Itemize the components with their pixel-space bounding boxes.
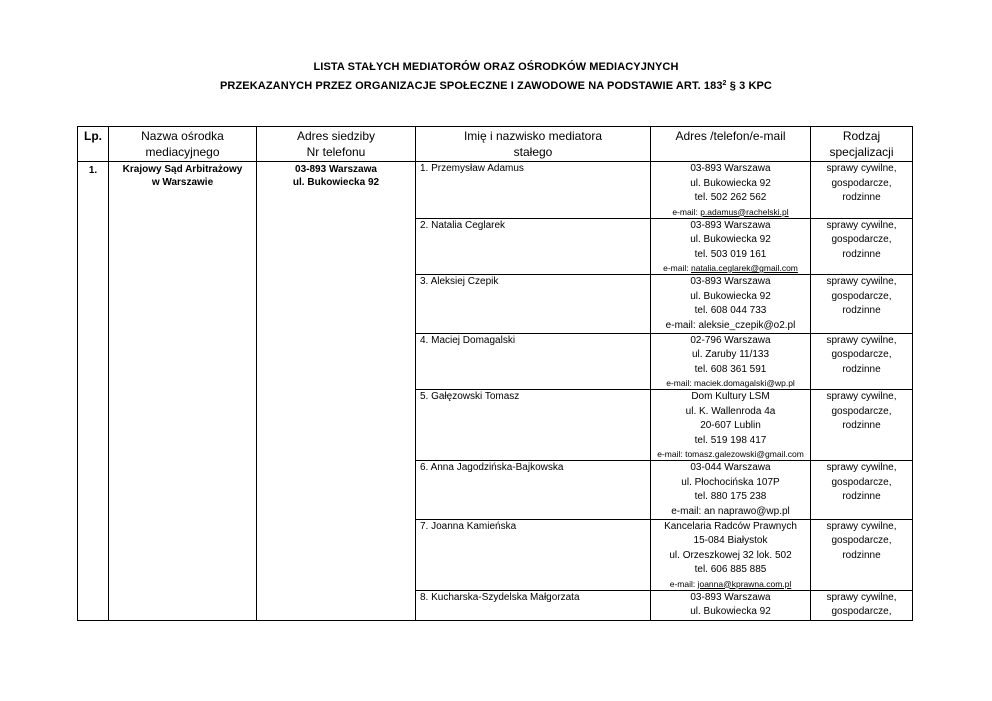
mediator-contact: [651, 461, 811, 520]
specialization-line: gospodarcze,: [831, 535, 892, 546]
contact-line: tel. 606 885 885: [694, 564, 767, 575]
mediator-contact: [651, 519, 811, 590]
contact-line: ul. K. Wallenroda 4a: [685, 405, 776, 417]
specialization-line: rodzinne: [842, 305, 881, 316]
mediator-contact: [651, 390, 811, 461]
specialization-line: rodzinne: [842, 363, 881, 375]
table-row: [78, 162, 913, 219]
mediator-specialization: [811, 461, 913, 520]
specialization-line: rodzinne: [842, 192, 881, 203]
center-address: 03-893 Warszawa ul. Bukowiecka 92: [257, 162, 416, 621]
specialization-line: rodzinne: [842, 420, 881, 431]
email-line: [651, 206, 810, 218]
contact-line: Dom Kultury LSM: [691, 391, 770, 402]
contact-line: tel. 608 361 591: [694, 363, 767, 375]
email-line: [651, 578, 810, 590]
specialization-line: gospodarcze,: [831, 290, 892, 302]
specialization-line: sprawy cywilne,: [826, 163, 897, 174]
email-line: [651, 319, 810, 333]
email-address[interactable]: natalia.ceglarek@gmail.com: [690, 263, 798, 273]
header-lp: Lp.: [78, 127, 109, 162]
row-lp: 1.: [78, 162, 109, 621]
email-address: e-mail: an naprawo@wp.pl: [671, 505, 790, 517]
contact-line: tel. 519 198 417: [694, 434, 767, 446]
specialization-line: sprawy cywilne,: [826, 520, 897, 532]
contact-line: tel. 880 175 238: [694, 491, 767, 502]
specialization-line: sprawy cywilne,: [826, 462, 897, 473]
mediator-contact: [651, 218, 811, 275]
mediator-name: 1. Przemysław Adamus: [416, 162, 651, 219]
contact-line: ul. Bukowiecka 92: [690, 234, 771, 245]
email-line: [651, 262, 810, 274]
contact-line: 03-893 Warszawa: [690, 219, 771, 231]
email-prefix: e-mail:: [672, 206, 701, 217]
mediator-contact: [651, 275, 811, 334]
email-address: e-mail: maciek.domagalski@wp.pl: [666, 378, 795, 388]
contact-line: 02-796 Warszawa: [690, 334, 771, 346]
document-title-line1: LISTA STAŁYCH MEDIATORÓW ORAZ OŚRODKÓW MEDIACYJNYCH: [313, 61, 679, 73]
specialization-line: gospodarcze,: [831, 234, 892, 245]
mediator-specialization: [811, 275, 913, 334]
contact-line: 15-084 Białystok: [693, 535, 768, 546]
specialization-line: gospodarcze,: [831, 476, 892, 488]
email-prefix: e-mail:: [669, 578, 698, 589]
table-header-row: [78, 127, 913, 162]
mediator-contact: [651, 162, 811, 219]
specialization-line: sprawy cywilne,: [826, 334, 897, 346]
contact-line: ul. Orzeszkowej 32 lok. 502: [669, 549, 792, 561]
mediator-name: 6. Anna Jagodzińska-Bajkowska: [416, 461, 651, 520]
email-address[interactable]: joanna@kprawna.com.pl: [697, 578, 792, 589]
contact-line: ul. Zaruby 11/133: [691, 349, 770, 360]
email-line: [651, 377, 810, 389]
header-specialization: Rodzaj specjalizacji: [811, 127, 913, 162]
email-address[interactable]: p.adamus@rachelski.pl: [700, 206, 789, 217]
title-line2-end: § 3 KPC: [726, 80, 772, 92]
specialization-line: gospodarcze,: [831, 606, 892, 617]
mediator-specialization: [811, 218, 913, 275]
mediator-name: 5. Gałęzowski Tomasz: [416, 390, 651, 461]
mediator-contact: [651, 333, 811, 390]
contact-line: Kancelaria Radców Prawnych: [664, 520, 797, 532]
mediator-specialization: [811, 590, 913, 620]
mediator-specialization: [811, 333, 913, 390]
email-address: e-mail: tomasz.galezowski@gmail.com: [657, 449, 804, 459]
contact-line: 03-893 Warszawa: [690, 591, 771, 603]
mediator-specialization: [811, 162, 913, 219]
contact-line: tel. 503 019 161: [694, 248, 767, 260]
contact-line: 20-607 Lublin: [700, 420, 761, 431]
contact-line: ul. Płochocińska 107P: [681, 476, 780, 488]
contact-line: tel. 608 044 733: [694, 305, 767, 316]
email-address: e-mail: aleksie_czepik@o2.pl: [665, 319, 796, 331]
header-center-name: Nazwa ośrodka mediacyjnego: [109, 127, 257, 162]
specialization-line: gospodarcze,: [831, 405, 892, 417]
specialization-line: rodzinne: [842, 248, 881, 260]
mediator-name: 7. Joanna Kamieńska: [416, 519, 651, 590]
specialization-line: sprawy cywilne,: [826, 591, 897, 603]
email-line: [651, 505, 810, 519]
email-prefix: e-mail:: [663, 263, 691, 273]
contact-line: tel. 502 262 562: [694, 192, 767, 203]
mediator-name: 4. Maciej Domagalski: [416, 333, 651, 390]
specialization-line: gospodarcze,: [831, 349, 892, 360]
specialization-line: sprawy cywilne,: [826, 219, 897, 231]
title-line2-text: PRZEKAZANYCH PRZEZ ORGANIZACJE SPOŁECZNE I ZAWODOWE NA PODSTAWIE ART. 183: [220, 80, 723, 92]
header-mediator-name: Imię i nazwisko mediatora stałego: [416, 127, 651, 162]
specialization-line: sprawy cywilne,: [826, 276, 897, 287]
mediator-name: 2. Natalia Ceglarek: [416, 218, 651, 275]
contact-line: 03-893 Warszawa: [690, 276, 771, 287]
mediator-specialization: [811, 519, 913, 590]
contact-line: ul. Bukowiecka 92: [690, 290, 771, 302]
specialization-line: sprawy cywilne,: [826, 391, 897, 402]
mediator-name: 3. Aleksiej Czepik: [416, 275, 651, 334]
specialization-line: rodzinne: [842, 549, 881, 561]
mediator-name: 8. Kucharska-Szydelska Małgorzata: [416, 590, 651, 620]
specialization-line: rodzinne: [842, 491, 881, 502]
header-center-address: Adres siedziby Nr telefonu: [257, 127, 416, 162]
mediator-contact: [651, 590, 811, 620]
contact-line: 03-044 Warszawa: [690, 462, 771, 473]
title-superscript: 2: [722, 80, 727, 87]
contact-line: 03-893 Warszawa: [690, 163, 771, 174]
contact-line: ul. Bukowiecka 92: [690, 606, 771, 617]
document-title-line2: [0, 80, 992, 92]
email-line: [651, 448, 810, 460]
header-contact: Adres /telefon/e-mail: [651, 127, 811, 162]
center-name: Krajowy Sąd Arbitrażowy w Warszawie: [109, 162, 257, 621]
specialization-line: gospodarcze,: [831, 177, 892, 189]
mediator-specialization: [811, 390, 913, 461]
contact-line: ul. Bukowiecka 92: [690, 177, 771, 189]
mediators-table: [77, 126, 913, 621]
